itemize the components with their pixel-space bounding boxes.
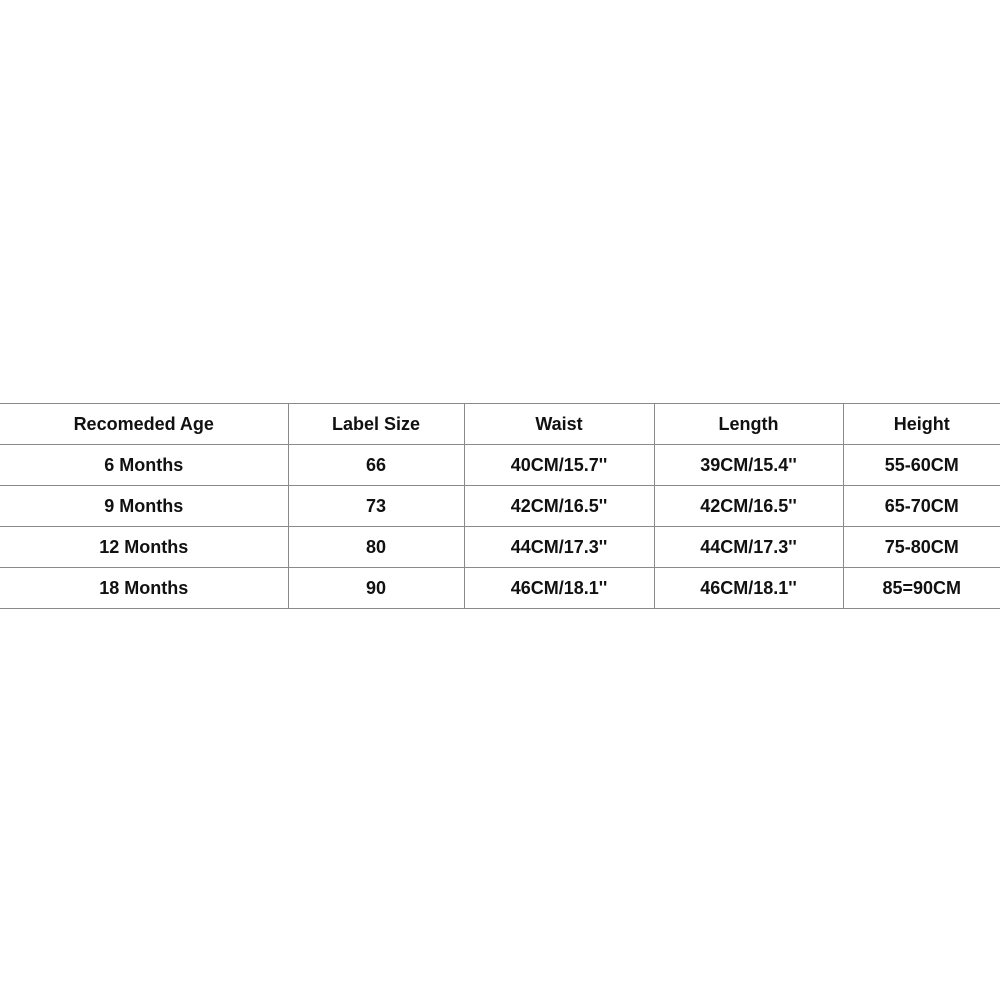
cell-height: 75-80CM — [843, 527, 1000, 568]
cell-label-size: 90 — [288, 568, 464, 609]
cell-length: 42CM/16.5'' — [654, 486, 843, 527]
table-row — [0, 445, 1000, 486]
cell-label-size: 66 — [288, 445, 464, 486]
cell-height: 65-70CM — [843, 486, 1000, 527]
header-waist: Waist — [464, 404, 654, 445]
header-height: Height — [843, 404, 1000, 445]
cell-label-size: 73 — [288, 486, 464, 527]
cell-age: 18 Months — [0, 568, 288, 609]
table-header-row — [0, 404, 1000, 445]
size-chart-table — [0, 403, 1000, 609]
table-row — [0, 486, 1000, 527]
cell-length: 46CM/18.1'' — [654, 568, 843, 609]
cell-height: 85=90CM — [843, 568, 1000, 609]
header-label-size: Label Size — [288, 404, 464, 445]
header-length: Length — [654, 404, 843, 445]
cell-age: 6 Months — [0, 445, 288, 486]
cell-length: 39CM/15.4'' — [654, 445, 843, 486]
cell-waist: 40CM/15.7'' — [464, 445, 654, 486]
cell-waist: 46CM/18.1'' — [464, 568, 654, 609]
cell-age: 12 Months — [0, 527, 288, 568]
table-row — [0, 568, 1000, 609]
header-recommended-age: Recomeded Age — [0, 404, 288, 445]
cell-age: 9 Months — [0, 486, 288, 527]
cell-height: 55-60CM — [843, 445, 1000, 486]
table-row — [0, 527, 1000, 568]
cell-length: 44CM/17.3'' — [654, 527, 843, 568]
cell-waist: 42CM/16.5'' — [464, 486, 654, 527]
cell-label-size: 80 — [288, 527, 464, 568]
cell-waist: 44CM/17.3'' — [464, 527, 654, 568]
